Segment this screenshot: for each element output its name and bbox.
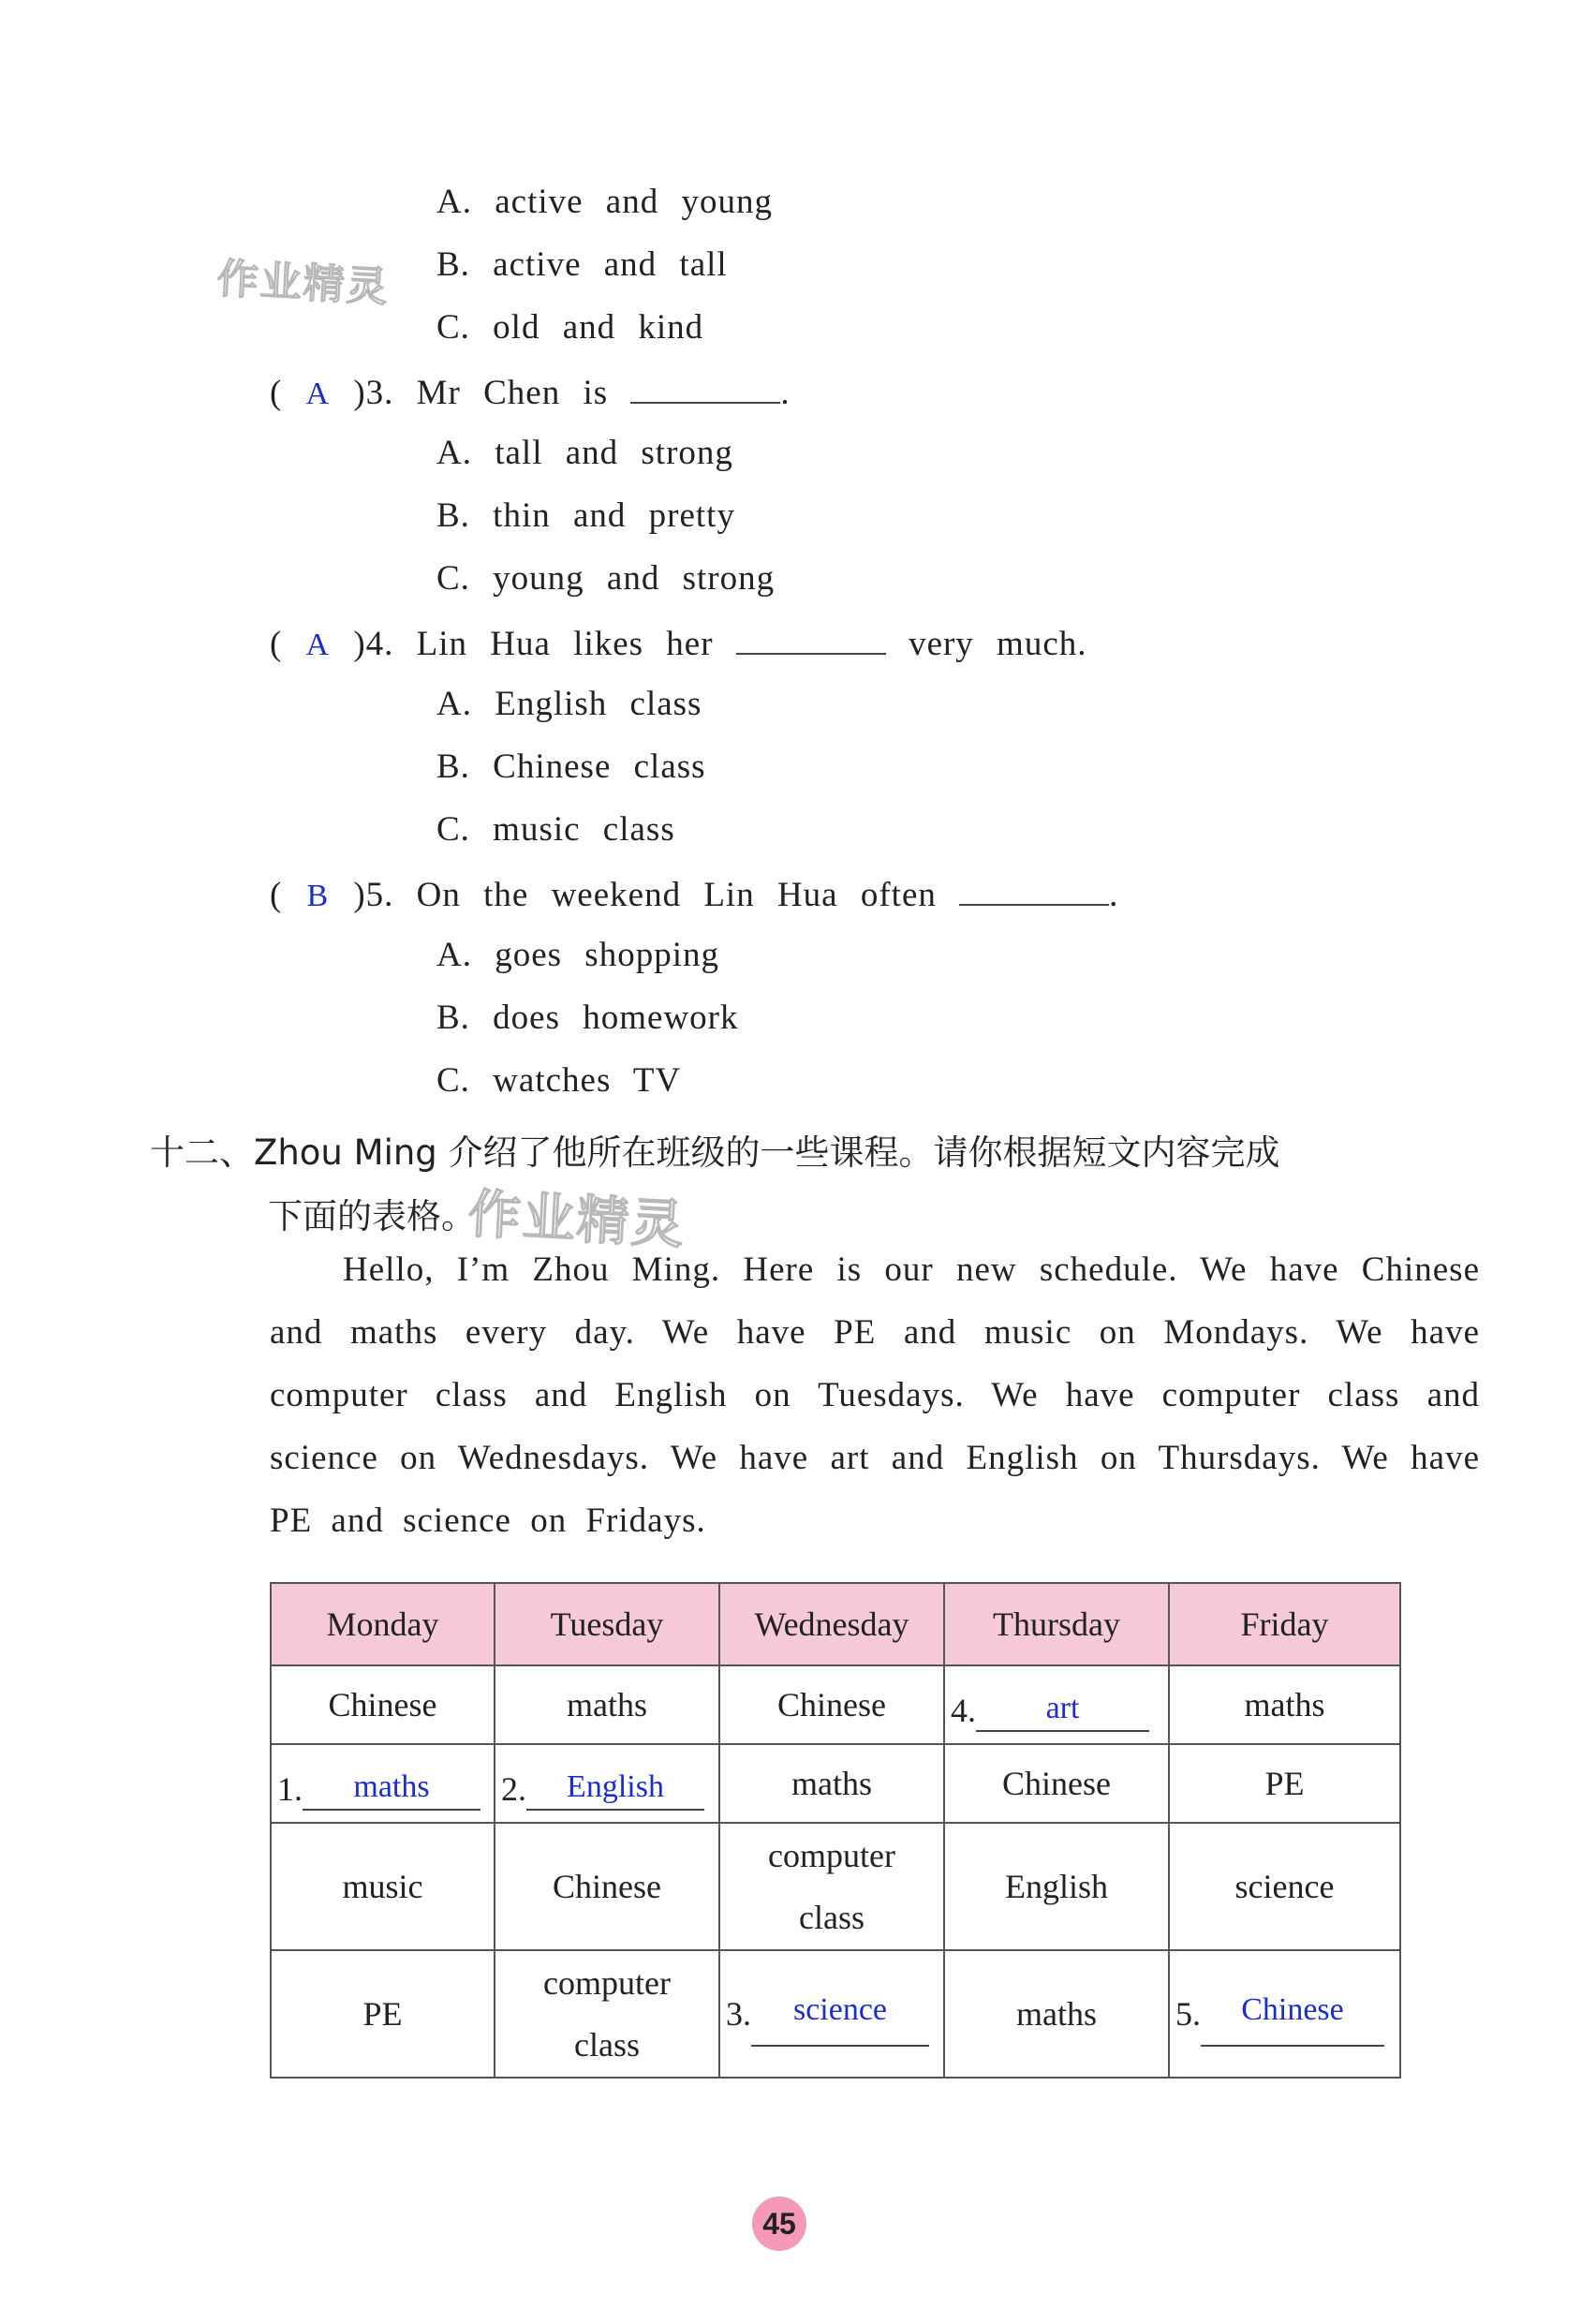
fill-number: 2. bbox=[501, 1770, 526, 1808]
cell: maths bbox=[495, 1665, 719, 1744]
fill-cell-4 bbox=[944, 1665, 1169, 1744]
q5-option-a: A. goes shopping bbox=[436, 936, 719, 974]
header-friday: Friday bbox=[1169, 1583, 1400, 1665]
header-thursday: Thursday bbox=[944, 1583, 1169, 1665]
answer-blank bbox=[303, 1769, 480, 1811]
answer-2: English bbox=[567, 1769, 664, 1804]
watermark-top: 作业精灵 bbox=[215, 255, 391, 312]
fill-cell-3 bbox=[719, 1950, 944, 2078]
fill-number: 1. bbox=[277, 1770, 303, 1808]
question-5: ( B )5. On the weekend Lin Hua often . bbox=[270, 872, 1118, 915]
q4-blank bbox=[736, 621, 886, 655]
answer-blank bbox=[976, 1691, 1149, 1732]
answer-5: Chinese bbox=[1241, 1992, 1344, 2027]
reading-passage: Hello, I’m Zhou Ming. Here is our new schedule. We have Chinese and maths every day. We have PE and music on Mondays. We have computer class and English on Tuesdays. We have computer class and science on Wednesdays. We have art and English on Thursdays. We have PE and science on Fridays. bbox=[270, 1250, 1480, 1540]
cell-line: computer bbox=[543, 1964, 671, 2002]
cell: English bbox=[944, 1823, 1169, 1950]
cell-line: computer bbox=[768, 1837, 895, 1874]
q5-blank bbox=[959, 872, 1109, 906]
watermark-mid: 作业精灵 bbox=[466, 1183, 687, 1257]
cell bbox=[495, 1950, 719, 2078]
header-wednesday: Wednesday bbox=[719, 1583, 944, 1665]
section-12-heading-line1: 十二、Zhou Ming 介绍了他所在班级的一些课程。请你根据短文内容完成 bbox=[150, 1132, 1280, 1173]
cell: PE bbox=[1169, 1744, 1400, 1823]
q5-option-c: C. watches TV bbox=[436, 1061, 682, 1100]
cell: science bbox=[1169, 1823, 1400, 1950]
fill-cell-2 bbox=[495, 1744, 719, 1823]
schedule-table bbox=[270, 1582, 1401, 2079]
q3-option-b: B. thin and pretty bbox=[436, 496, 735, 535]
fill-cell-1 bbox=[271, 1744, 495, 1823]
fill-number: 4. bbox=[951, 1692, 976, 1729]
cell-line: class bbox=[574, 2026, 640, 2064]
q3-blank bbox=[630, 370, 780, 404]
header-tuesday: Tuesday bbox=[495, 1583, 719, 1665]
cell: Chinese bbox=[271, 1665, 495, 1744]
cell: Chinese bbox=[495, 1823, 719, 1950]
q2-option-a: A. active and young bbox=[436, 183, 773, 221]
page-number: 45 bbox=[752, 2197, 806, 2251]
answer-4: art bbox=[1045, 1691, 1080, 1725]
cell: PE bbox=[271, 1950, 495, 2078]
q4-answer: A bbox=[305, 628, 331, 662]
answer-3: science bbox=[792, 1992, 888, 2027]
cell: maths bbox=[1169, 1665, 1400, 1744]
q3-option-a: A. tall and strong bbox=[436, 434, 733, 472]
cell: music bbox=[271, 1823, 495, 1950]
fill-number: 3. bbox=[726, 1995, 751, 2033]
fill-cell-5 bbox=[1169, 1950, 1400, 2078]
q4-option-b: B. Chinese class bbox=[436, 747, 706, 786]
q5-option-b: B. does homework bbox=[436, 999, 739, 1037]
answer-blank bbox=[751, 1981, 929, 2047]
q5-answer: B bbox=[306, 879, 330, 913]
cell: Chinese bbox=[944, 1744, 1169, 1823]
answer-blank bbox=[1201, 1981, 1384, 2047]
cell-line: class bbox=[799, 1899, 864, 1936]
q2-option-b: B. active and tall bbox=[436, 245, 728, 284]
q4-option-c: C. music class bbox=[436, 810, 675, 849]
fill-number: 5. bbox=[1175, 1995, 1201, 2033]
q2-option-c: C. old and kind bbox=[436, 308, 704, 347]
cell bbox=[719, 1823, 944, 1950]
cell: maths bbox=[719, 1744, 944, 1823]
question-4: ( A )4. Lin Hua likes her very much. bbox=[270, 621, 1087, 664]
q3-option-c: C. young and strong bbox=[436, 559, 776, 598]
header-monday: Monday bbox=[271, 1583, 495, 1665]
cell: maths bbox=[944, 1950, 1169, 2078]
q3-answer: A bbox=[305, 377, 331, 411]
section-12-heading-line2: 下面的表格。 bbox=[268, 1196, 476, 1236]
cell: Chinese bbox=[719, 1665, 944, 1744]
answer-1: maths bbox=[353, 1769, 430, 1804]
answer-blank bbox=[526, 1769, 704, 1811]
q4-option-a: A. English class bbox=[436, 685, 702, 723]
question-3: ( A )3. Mr Chen is . bbox=[270, 370, 791, 413]
